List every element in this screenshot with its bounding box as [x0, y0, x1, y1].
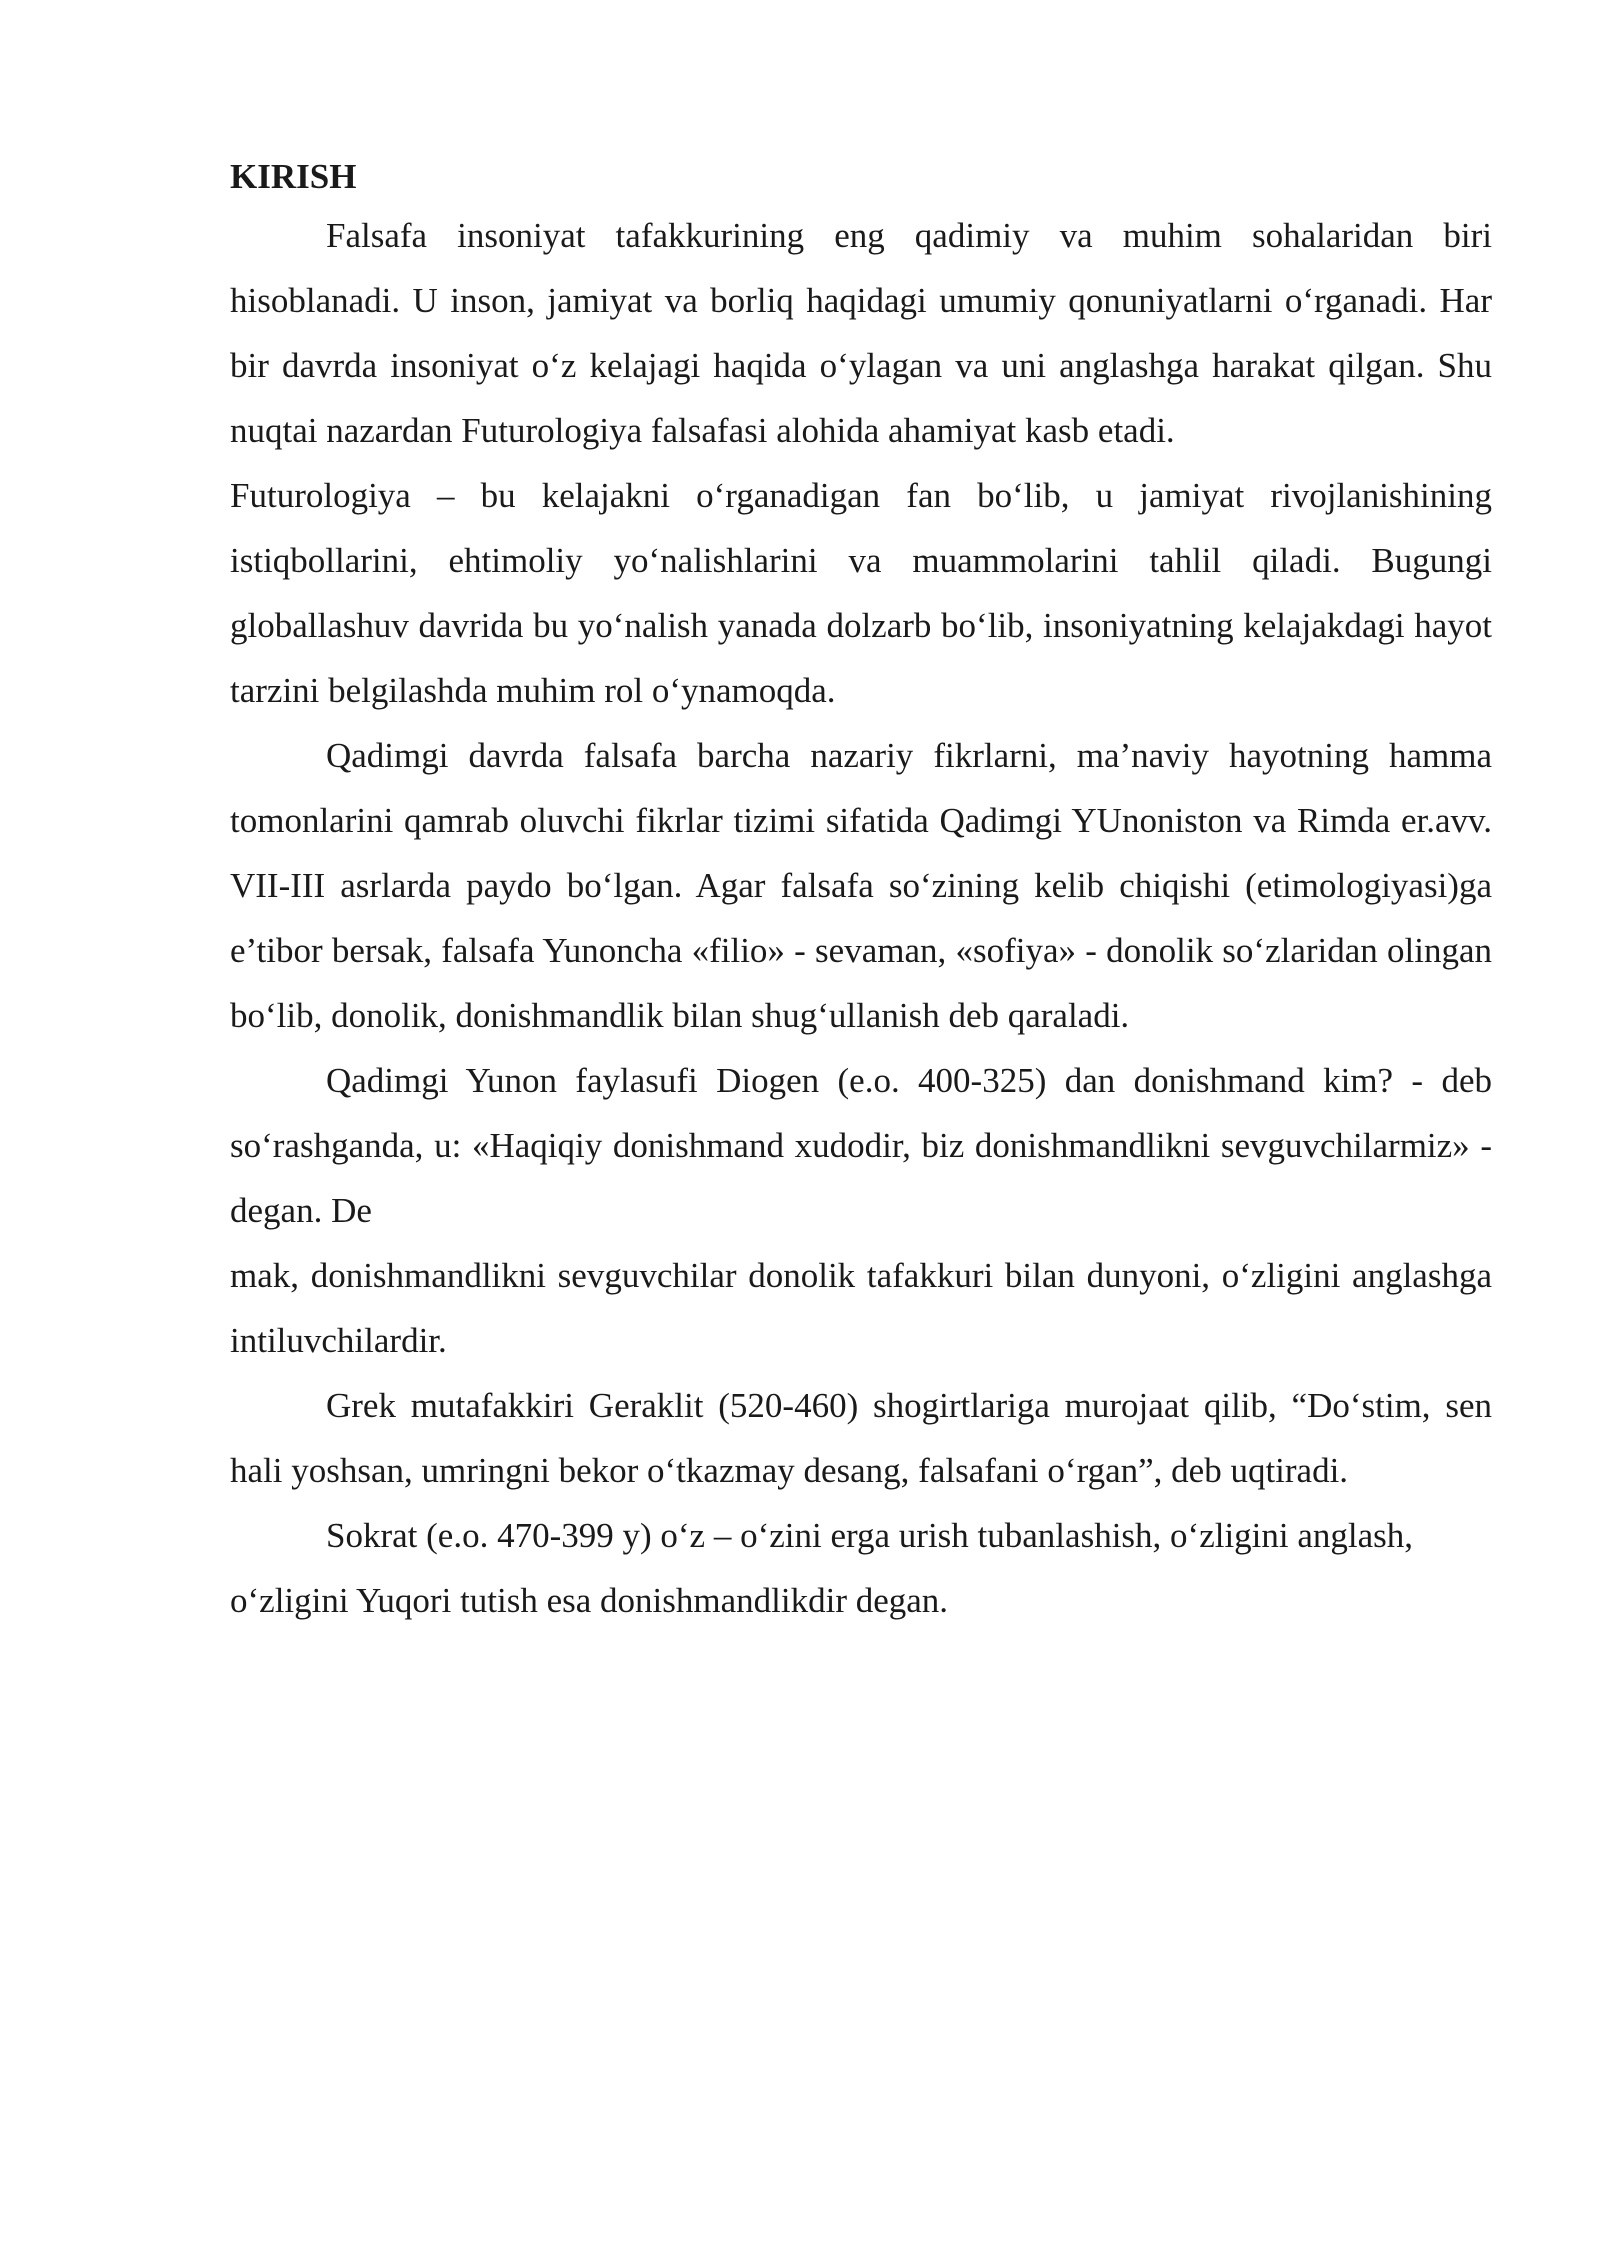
paragraph-futurology: Futurologiya – bu kelajakni o‘rganadigan fan bo‘lib, u jamiyat rivojlanishining istiqbollarini, ehtimoliy yo‘nalishlarini va muammolarini tahlil qiladi. Bugungi globallashuv davrida bu yo‘nalish yanada dolzarb bo‘lib, insoniyatning kelajakdagi hayot tarzini belgilashda muhim rol o‘ynamoqda.: [230, 476, 1492, 710]
paragraph-socrates: Sokrat (e.o. 470-399 y) o‘z – o‘zini erga urish tubanlashish, o‘zligini anglash, o‘zligini Yuqori tutish esa donishmandlikdir degan.: [230, 1516, 1414, 1620]
document-body: [230, 150, 1492, 1633]
paragraph-diogenes-continued: mak, donishmandlikni sevguvchilar donolik tafakkuri bilan dunyoni, o‘zligini anglashga intiluvchilardir.: [230, 1256, 1492, 1360]
paragraph-heraclitus: Grek mutafakkiri Geraklit (520-460) shogirtlariga murojaat qilib, “Do‘stim, sen hali yoshsan, umringni bekor o‘tkazmay desang, falsafani o‘rgan”, deb uqtiradi.: [230, 1386, 1492, 1490]
paragraph-intro: Falsafa insoniyat tafakkurining eng qadimiy va muhim sohalaridan biri hisoblanadi. U inson, jamiyat va borliq haqidagi umumiy qonuniyatlarni o‘rganadi. Har bir davrda insoniyat o‘z kelajagi haqida o‘ylagan va uni anglashga harakat qilgan. Shu nuqtai nazardan Futurologiya falsafasi alohida ahamiyat kasb etadi.: [230, 216, 1492, 450]
paragraph-ancient-philosophy: Qadimgi davrda falsafa barcha nazariy fikrlarni, ma’naviy hayotning hamma tomonlarini qamrab oluvchi fikrlar tizimi sifatida Qadimgi YUnoniston va Rimda er.avv. VII-III asrlarda paydo bo‘lgan. Agar falsafa so‘zining kelib chiqishi (etimologiyasi)ga e’tibor bersak, falsafa Yunoncha «filio» - sevaman, «sofiya» - donolik so‘zlaridan olingan bo‘lib, donolik, donishmandlik bilan shug‘ullanish deb qaraladi.: [230, 736, 1492, 1035]
paragraph-diogenes: Qadimgi Yunon faylasufi Diogen (e.o. 400-325) dan donishmand kim? - deb so‘rashganda, u: «Haqiqiy donishmand xudodir, biz donishmandlikni sevguvchilarmiz» - degan. De: [230, 1061, 1492, 1230]
section-heading: KIRISH: [230, 157, 357, 196]
